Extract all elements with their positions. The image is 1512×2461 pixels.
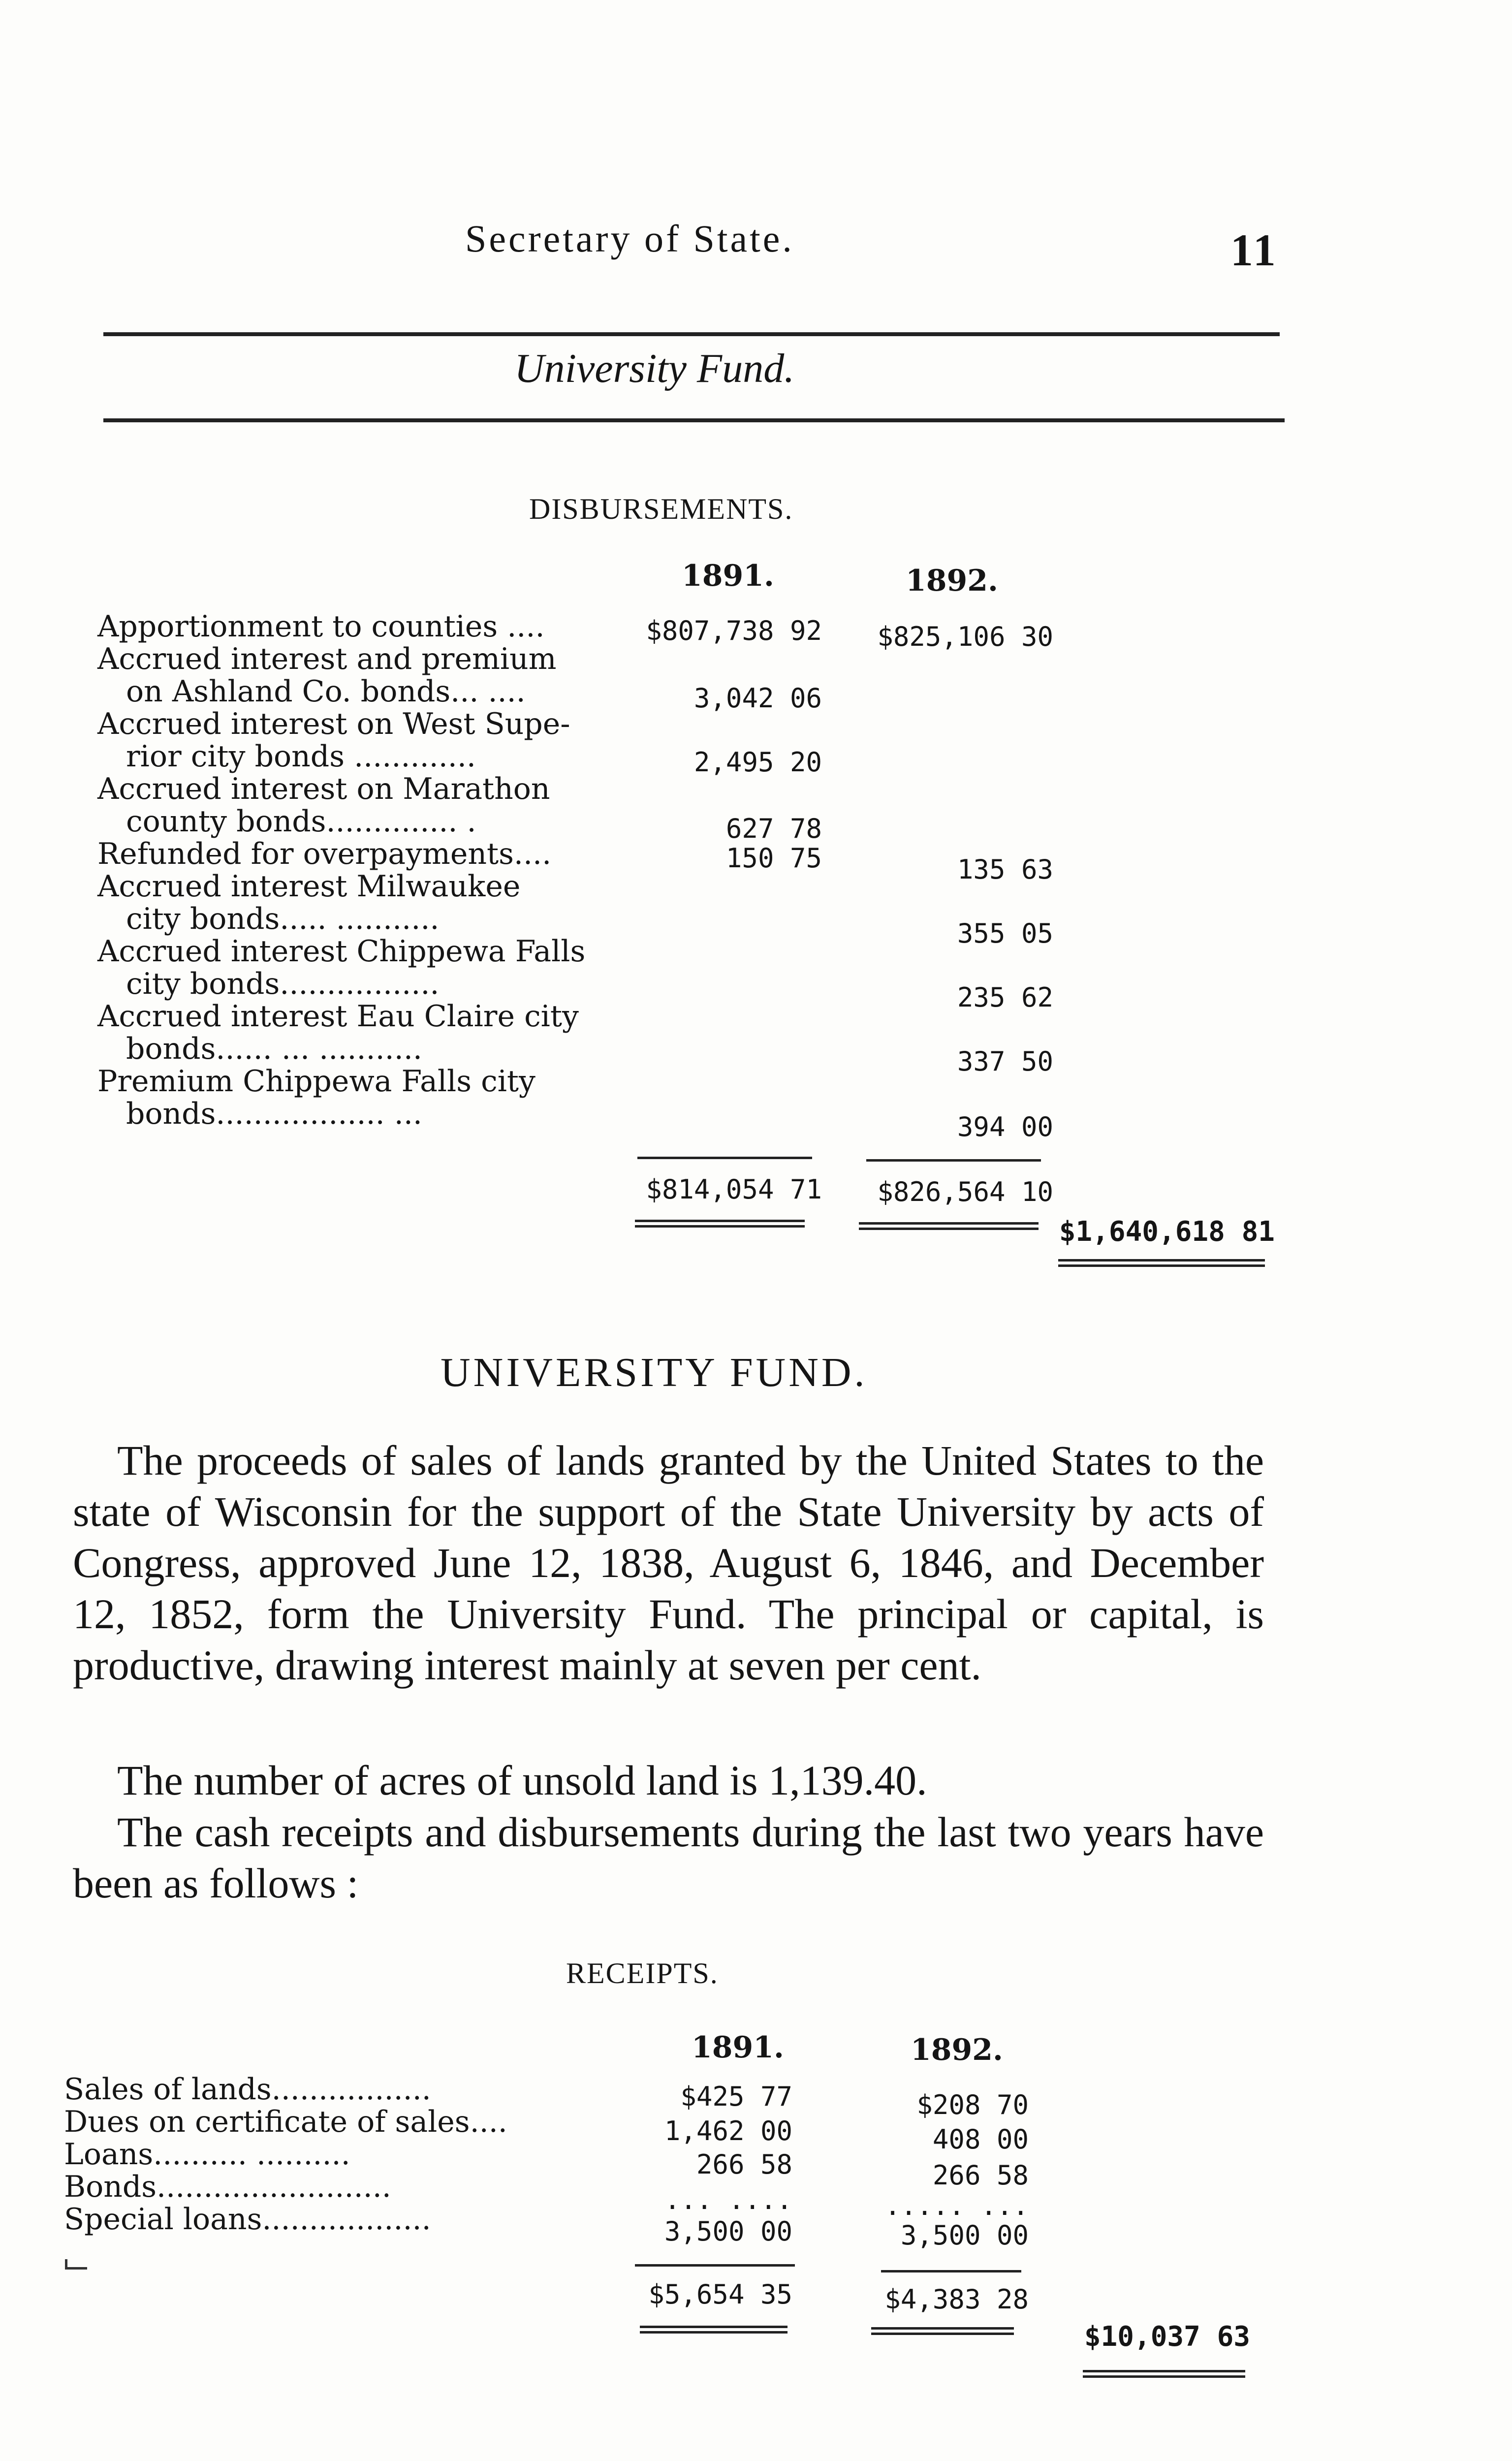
- row-label: Accrued interest Eau Claire city: [97, 999, 579, 1034]
- table1-value-1892: 135 63: [957, 854, 1053, 885]
- running-head: Secretary of State.: [465, 217, 794, 260]
- table1-total-1892: $826,564 10: [877, 1176, 1053, 1207]
- table2-value-1891: $425 77: [680, 2081, 792, 2112]
- section-paragraph: The number of acres of unsold land is 1,139.40.: [117, 1757, 927, 1804]
- section-paragraph: The cash receipts and disbursements during the last two years have been as follows :: [73, 1808, 1264, 1907]
- table1-row: [97, 708, 570, 773]
- table2-year-1891: 1891.: [692, 2030, 784, 2065]
- caption-bottom-rule: [103, 418, 1285, 422]
- row-label-cont: bonds.................. ...: [126, 1097, 422, 1131]
- table2-row: Loans.......... ..........: [64, 2137, 350, 2172]
- table1-year-1892: 1892.: [906, 564, 998, 598]
- table1-value-1892: 235 62: [957, 982, 1053, 1013]
- table1-row: [97, 643, 557, 708]
- row-label-cont: city bonds.................: [126, 967, 440, 1001]
- t1-double-rule-1892: [859, 1222, 1039, 1230]
- row-label: Accrued interest and premium: [97, 642, 557, 676]
- t2-sum-rule-1892: [881, 2270, 1021, 2272]
- row-label: Refunded for overpayments....: [97, 837, 552, 871]
- t1-sum-rule-1891: [637, 1157, 812, 1159]
- table1-value-1891: 3,042 06: [693, 683, 822, 714]
- t1-sum-rule-1892: [866, 1159, 1041, 1162]
- table1-value-1891: 2,495 20: [693, 747, 822, 778]
- table2-total-1892: $4,383 28: [884, 2284, 1029, 2315]
- table2-value-1892: 3,500 00: [900, 2220, 1029, 2251]
- row-label-cont: county bonds.............. .: [126, 804, 476, 839]
- table2-year-1892: 1892.: [911, 2033, 1003, 2067]
- margin-mark: [65, 2259, 87, 2270]
- table1-row: [97, 870, 520, 935]
- row-label: Premium Chippewa Falls city: [97, 1064, 536, 1099]
- row-label-cont: on Ashland Co. bonds... ....: [126, 674, 526, 709]
- table2-value-1891: 3,500 00: [664, 2216, 792, 2247]
- row-label: Accrued interest on Marathon: [97, 772, 550, 806]
- t2-sum-rule-1891: [635, 2264, 795, 2267]
- table1-total-1891: $814,054 71: [646, 1174, 822, 1205]
- table1-year-1891: 1891.: [682, 559, 774, 593]
- t2-double-rule-1891: [640, 2326, 788, 2334]
- section-paragraph: The proceeds of sales of lands granted by the United States to the state of Wisconsin for the support of the State University by acts of Congress, approved June 12, 1838, August 6, 1846, and December 12, 1852, form the University Fund. The principal or capital, is productive, drawing interest mainly at seven per cent.: [73, 1437, 1264, 1689]
- table2-total-1891: $5,654 35: [648, 2279, 792, 2310]
- table2-value-1891: 1,462 00: [664, 2115, 792, 2146]
- caption-top-rule: [103, 332, 1280, 336]
- table1-heading: DISBURSEMENTS.: [529, 493, 793, 525]
- table2-heading: RECEIPTS.: [566, 1957, 719, 1989]
- row-label: Accrued interest Milwaukee: [97, 869, 521, 904]
- table1-value-1891: 150 75: [725, 843, 822, 874]
- table2-value-1891: ... ....: [664, 2184, 792, 2215]
- t2-grand-double-rule: [1083, 2370, 1245, 2378]
- table1-value-1891: 627 78: [725, 813, 822, 844]
- table1-value-1892: 394 00: [957, 1111, 1053, 1142]
- table2-grand-total: $10,037 63: [1084, 2321, 1250, 2353]
- table1-row: [97, 838, 551, 870]
- table2-row: Bonds.........................: [64, 2170, 391, 2204]
- table1-value-1892: $825,106 30: [877, 621, 1053, 652]
- table1-row: [97, 1065, 536, 1130]
- t1-double-rule-1891: [635, 1220, 805, 1228]
- table1-value-1891: $807,738 92: [646, 615, 822, 646]
- table2-row: Special loans..................: [64, 2202, 431, 2237]
- table2-value-1892: $208 70: [916, 2089, 1029, 2120]
- row-label: Accrued interest Chippewa Falls: [97, 934, 586, 969]
- table2-row: Dues on certificate of sales....: [64, 2105, 507, 2139]
- t2-double-rule-1892: [871, 2327, 1014, 2335]
- table1-value-1892: 337 50: [957, 1046, 1053, 1077]
- table1-value-1892: 355 05: [957, 918, 1053, 949]
- table2-row: Sales of lands.................: [64, 2072, 431, 2107]
- row-label: Apportionment to counties ....: [97, 609, 545, 644]
- table1-row: [97, 935, 585, 1000]
- table1-caption: University Fund.: [514, 346, 795, 391]
- table1-row: [97, 1000, 579, 1065]
- section-title: UNIVERSITY FUND.: [441, 1350, 868, 1395]
- row-label-cont: bonds...... ... ...........: [126, 1032, 422, 1066]
- table1-row: [97, 773, 550, 838]
- table2-value-1892: ..... ...: [884, 2190, 1029, 2221]
- table1-grand-total: $1,640,618 81: [1059, 1216, 1275, 1248]
- row-label-cont: city bonds..... ...........: [126, 902, 440, 936]
- t1-grand-double-rule: [1058, 1259, 1265, 1267]
- table2-value-1892: 266 58: [932, 2160, 1029, 2191]
- row-label: Accrued interest on West Supe-: [97, 707, 570, 741]
- table2-value-1892: 408 00: [932, 2124, 1029, 2155]
- table1-row: [97, 610, 545, 643]
- page-number: 11: [1230, 225, 1278, 275]
- table2-value-1891: 266 58: [696, 2149, 792, 2180]
- row-label-cont: rior city bonds .............: [126, 739, 476, 774]
